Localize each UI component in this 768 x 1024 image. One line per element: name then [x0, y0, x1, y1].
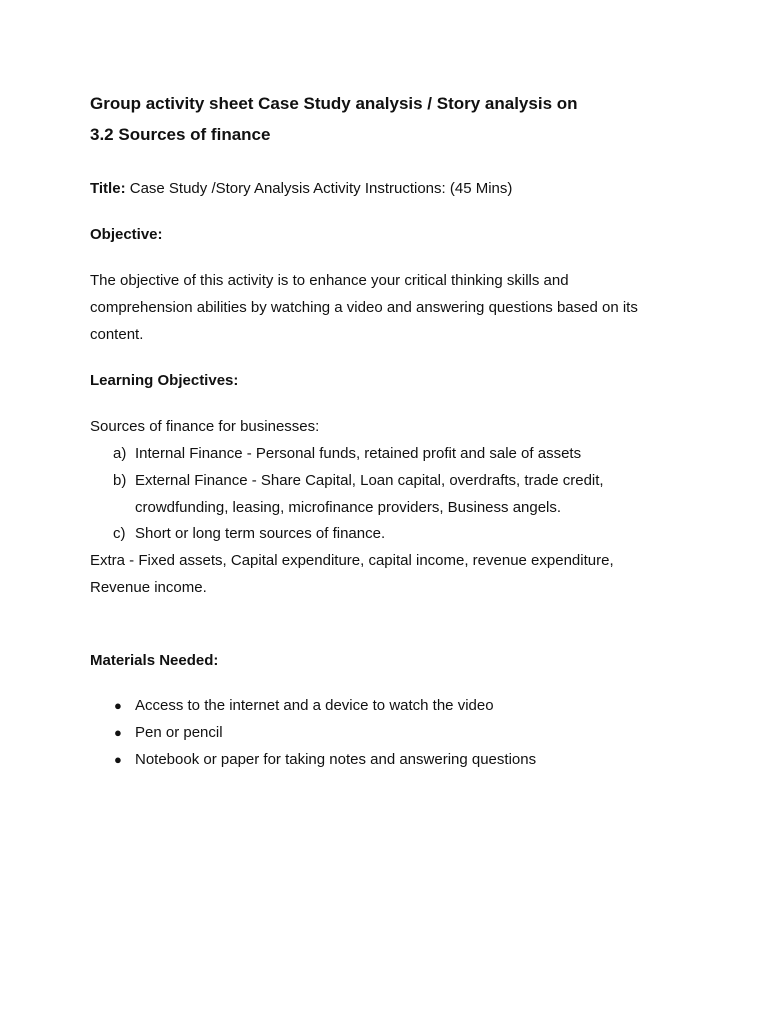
list-item-text: Internal Finance - Personal funds, retained profit and sale of assets	[135, 445, 582, 462]
learning-objectives-intro: Sources of finance for businesses:	[90, 418, 320, 435]
title-value: Case Study /Story Analysis Activity Instructions: (45 Mins)	[129, 180, 513, 197]
list-item-text: crowdfunding, leasing, microfinance providers, Business angels.	[135, 499, 562, 516]
objective-text-line: The objective of this activity is to enhance your critical thinking skills and	[90, 272, 569, 289]
extra-text-line: Extra - Fixed assets, Capital expenditure, capital income, revenue expenditure,	[90, 552, 614, 569]
list-item-text: Notebook or paper for taking notes and answering questions	[135, 751, 537, 768]
list-item-text: External Finance - Share Capital, Loan capital, overdrafts, trade credit,	[135, 472, 604, 489]
bullet-icon: ●	[114, 725, 122, 740]
bullet-icon: ●	[114, 698, 122, 713]
title-line	[90, 179, 512, 199]
document-heading-line-2: 3.2 Sources of finance	[90, 125, 271, 144]
objective-label: Objective:	[90, 226, 163, 243]
learning-objectives-label: Learning Objectives:	[90, 372, 239, 389]
list-item-text: Pen or pencil	[135, 724, 223, 741]
list-marker: b)	[113, 472, 127, 489]
title-label: Title:	[90, 180, 126, 197]
objective-text-line: comprehension abilities by watching a video and answering questions based on its	[90, 299, 638, 316]
bullet-icon: ●	[114, 752, 122, 767]
list-item-text: Access to the internet and a device to watch the video	[135, 697, 494, 714]
document-heading-line-1: Group activity sheet Case Study analysis / Story analysis on	[90, 94, 578, 113]
materials-label: Materials Needed:	[90, 652, 219, 669]
list-marker: a)	[113, 445, 127, 462]
extra-text-line: Revenue income.	[90, 579, 207, 596]
objective-text-line: content.	[90, 326, 144, 343]
list-item-text: Short or long term sources of finance.	[135, 525, 386, 542]
list-marker: c)	[113, 525, 126, 542]
